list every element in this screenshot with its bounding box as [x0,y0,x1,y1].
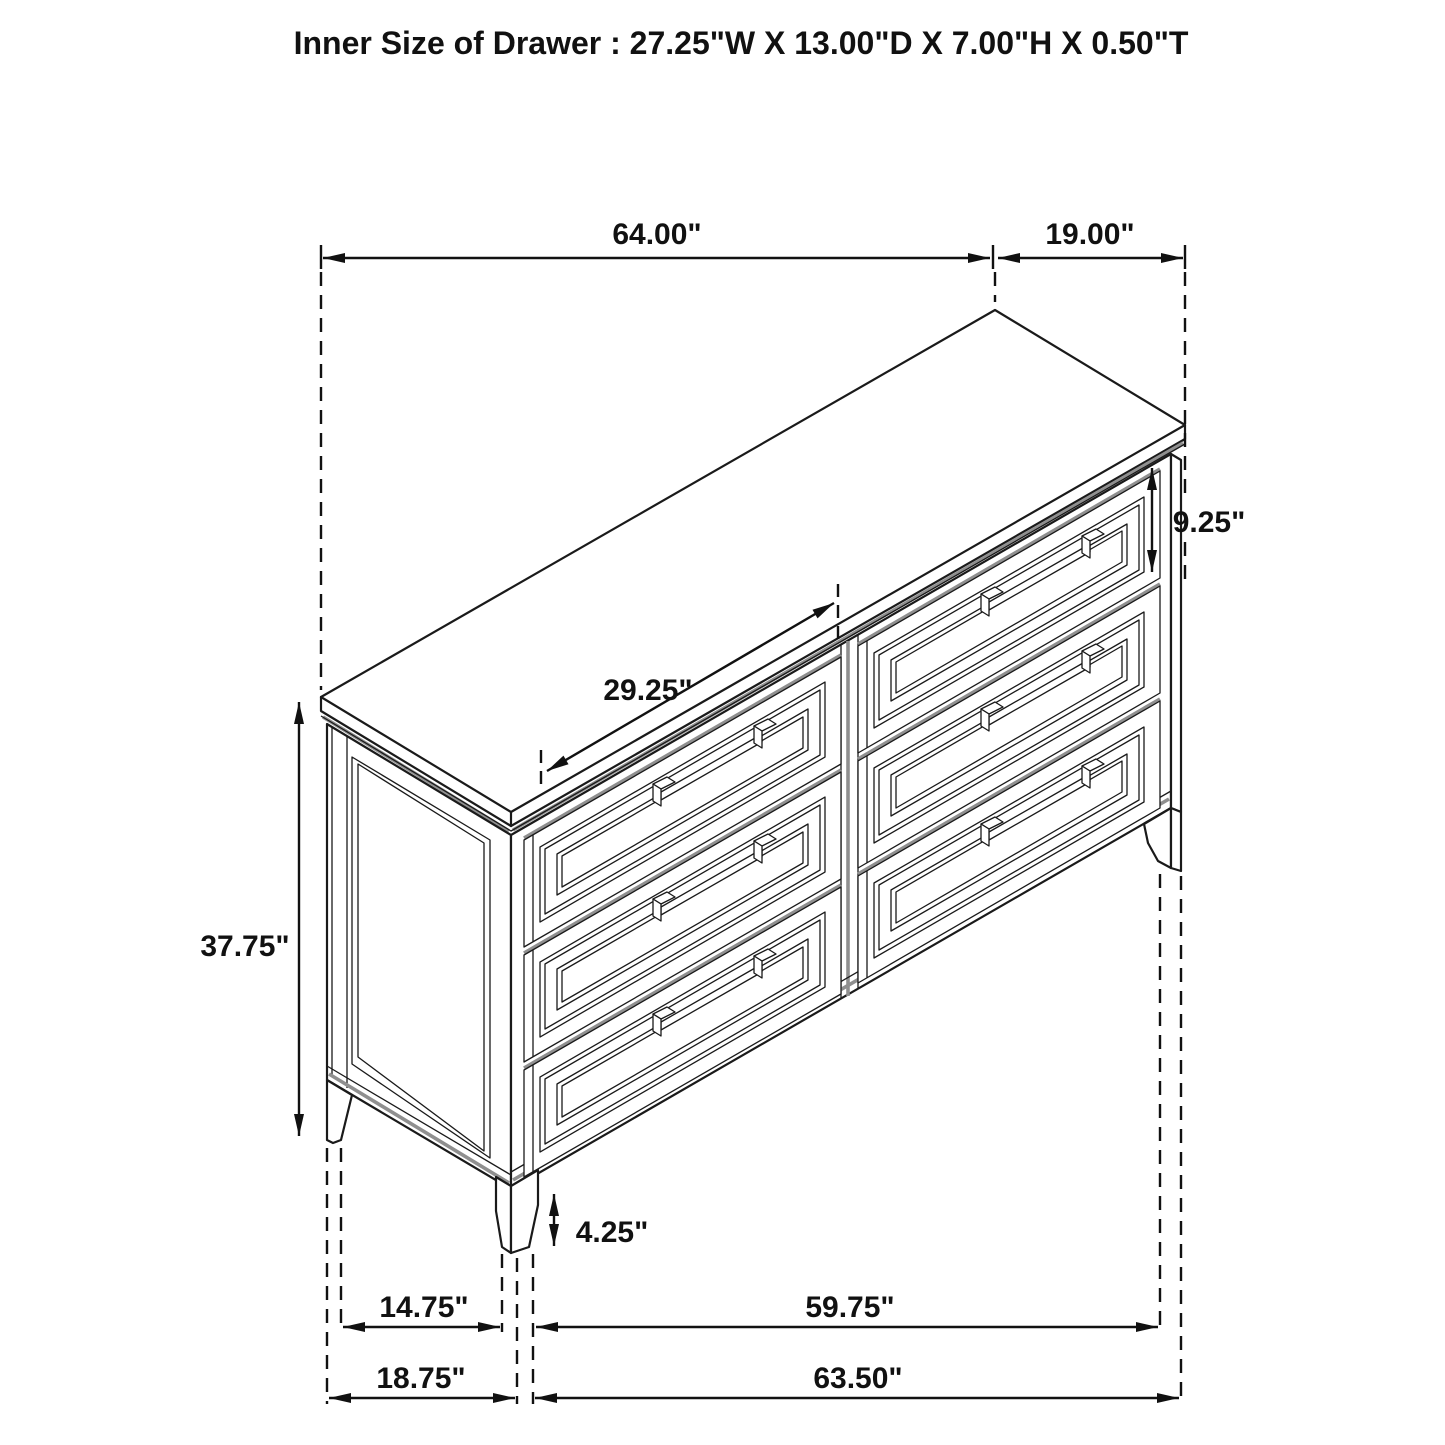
drawer-width-label: 29.25" [603,674,693,707]
base-width-inner-label: 59.75" [805,1291,895,1324]
top-width-label: 64.00" [612,218,702,251]
base-depth-outer-label: 18.75" [376,1362,466,1395]
base-width-outer-label: 63.50" [813,1362,903,1395]
overall-height-label: 37.75" [200,930,290,963]
top-depth-label: 19.00" [1045,218,1135,251]
diagram-title: Inner Size of Drawer : 27.25"W X 13.00"D X 7.00"H X 0.50"T [293,25,1189,61]
dresser-drawing [321,310,1185,1253]
dimension-base-row2 [329,1362,1179,1398]
leg-height-label: 4.25" [575,1216,649,1249]
base-depth-inner-label: 14.75" [379,1291,469,1324]
dimension-base-row1 [343,1291,1158,1327]
dimension-leg-height [554,1194,648,1249]
drawer-height-label: 9.25" [1172,506,1246,539]
dimension-overall-height [200,702,299,1136]
